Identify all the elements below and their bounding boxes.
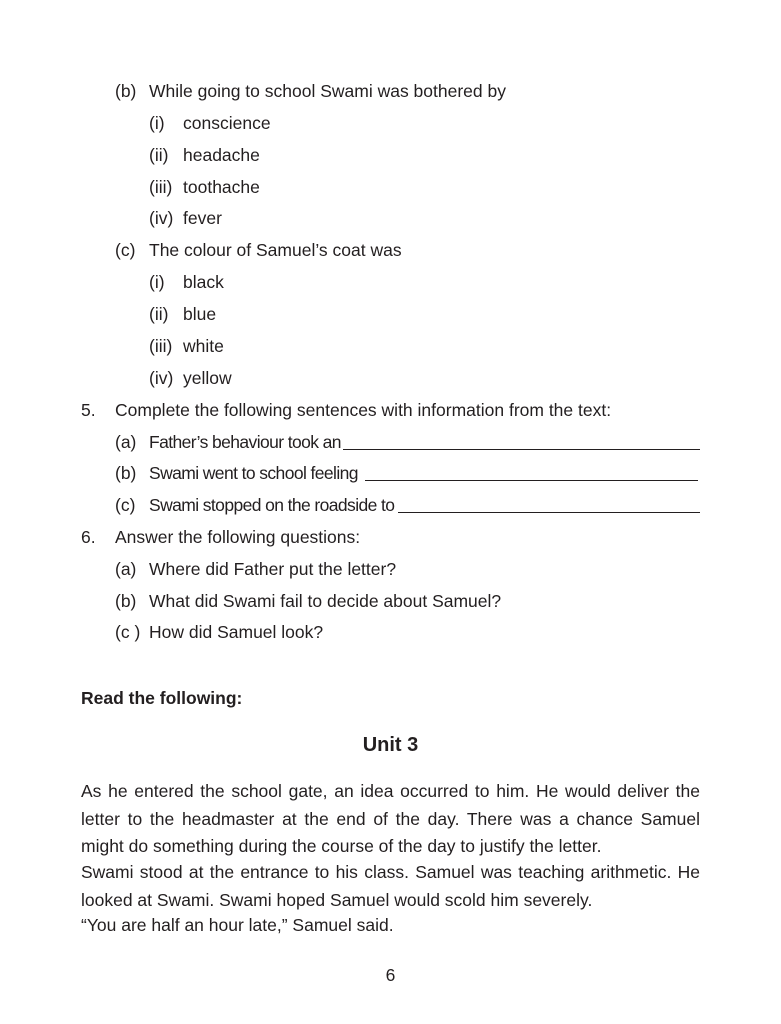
item-label: (b) <box>115 591 137 611</box>
passage-paragraph: As he entered the school gate, an idea occurred to him. He would deliver the letter to the headmaster at the end of the day. There was a chance Samuel might do something during the course of the day to justify the letter. <box>81 781 700 856</box>
option-label: (iv) <box>149 368 174 388</box>
option-text: white <box>183 336 224 356</box>
fill-in-prompt: Father’s behaviour took an <box>149 432 341 452</box>
option-text: toothache <box>183 177 260 197</box>
option-text: conscience <box>183 113 271 133</box>
option-text: yellow <box>183 368 232 388</box>
question-5-text: Complete the following sentences with information from the text: <box>115 400 612 420</box>
page-number: 6 <box>385 965 396 985</box>
question-4b-label: (b) <box>115 81 137 101</box>
answer-blank-line <box>398 512 700 513</box>
option-text: fever <box>183 208 222 228</box>
question-4c-text: The colour of Samuel’s coat was <box>149 240 402 260</box>
question-4b-text: While going to school Swami was bothered by <box>149 81 506 101</box>
item-label: (c) <box>115 495 136 515</box>
option-label: (iii) <box>149 336 173 356</box>
option-label: (ii) <box>149 304 169 324</box>
question-text: Where did Father put the letter? <box>149 559 397 579</box>
question-5-number: 5. <box>81 400 96 420</box>
option-label: (i) <box>149 272 165 292</box>
option-label: (ii) <box>149 145 169 165</box>
item-label: (c ) <box>115 622 141 642</box>
question-6-number: 6. <box>81 527 96 547</box>
option-text: headache <box>183 145 260 165</box>
passage-paragraph: “You are half an hour late,” Samuel said. <box>81 915 394 935</box>
question-4c-label: (c) <box>115 240 136 260</box>
answer-blank-line <box>343 449 700 450</box>
option-text: black <box>183 272 224 292</box>
item-label: (a) <box>115 559 137 579</box>
question-6-text: Answer the following questions: <box>115 527 361 547</box>
fill-in-prompt: Swami went to school feeling <box>149 463 358 483</box>
item-label: (b) <box>115 463 137 483</box>
question-text: What did Swami fail to decide about Samuel? <box>149 591 502 611</box>
question-text: How did Samuel look? <box>149 622 324 642</box>
fill-in-prompt: Swami stopped on the roadside to <box>149 495 395 515</box>
option-text: blue <box>183 304 217 324</box>
option-label: (i) <box>149 113 165 133</box>
read-prompt: Read the following: <box>81 688 243 708</box>
option-label: (iii) <box>149 177 173 197</box>
option-label: (iv) <box>149 208 174 228</box>
passage-paragraph: Swami stood at the entrance to his class. Samuel was teaching arithmetic. He looked at Swami. Swami hoped Samuel would scold him severely. <box>81 862 700 910</box>
answer-blank-line <box>365 480 698 481</box>
item-label: (a) <box>115 432 137 452</box>
unit-heading: Unit 3 <box>362 734 419 756</box>
